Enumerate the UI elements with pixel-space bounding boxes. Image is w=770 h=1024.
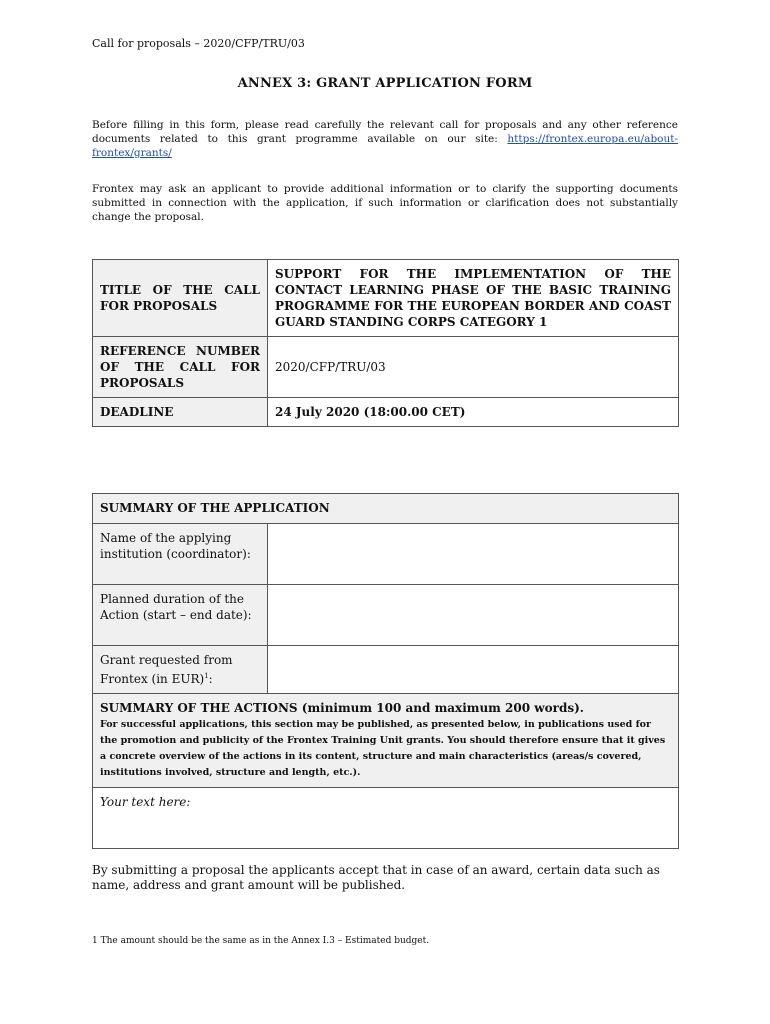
intro-paragraph [92,118,678,160]
document-header: Call for proposals – 2020/CFP/TRU/03 [92,37,305,50]
footnote-mark: 1 [204,672,209,680]
reference-number-value: 2020/CFP/TRU/03 [268,337,679,398]
institution-label: Name of the applying institution (coordinator): [93,524,268,585]
call-title-value: SUPPORT FOR THE IMPLEMENTATION OF THE CONTACT LEARNING PHASE OF THE BASIC TRAINING PROGRAMME FOR THE EUROPEAN BORDER AND COAST GUARD STANDING CORPS CATEGORY 1 [268,260,679,337]
grants-link[interactable]: https://frontex.europa.eu/about-frontex/grants/ [92,133,679,159]
clarification-paragraph: Frontex may ask an applicant to provide additional information or to clarify the supporting documents submitted in connection with the application, if such information or clarification does not substantially change the proposal. [92,183,678,223]
form-title: ANNEX 3: GRANT APPLICATION FORM [237,76,533,91]
table-row [93,788,679,849]
duration-label: Planned duration of the Action (start – end date): [93,585,268,646]
application-summary-table [92,493,679,849]
table-row [93,524,679,585]
call-info-table [92,259,679,427]
reference-number-label: REFERENCE NUMBER OF THE CALL FOR PROPOSALS [93,337,268,398]
summary-heading: SUMMARY OF THE APPLICATION [93,494,679,524]
grant-label-text: Grant requested from Frontex (in EUR) [100,653,233,686]
deadline-value: 24 July 2020 (18:00.00 CET) [268,398,679,427]
actions-summary-section [93,694,679,788]
table-row [93,585,679,646]
grant-requested-field[interactable] [268,646,679,694]
table-row [93,694,679,788]
institution-field[interactable] [268,524,679,585]
actions-summary-title: SUMMARY OF THE ACTIONS (minimum 100 and maximum 200 words). [100,701,584,715]
table-row [93,646,679,694]
table-row [93,494,679,524]
table-row [93,337,679,398]
grant-label-suffix: : [208,672,213,686]
duration-field[interactable] [268,585,679,646]
grant-requested-label [93,646,268,694]
publication-notice: By submitting a proposal the applicants accept that in case of an award, certain data such as name, address and grant amount will be published. [92,863,660,892]
call-title-label: TITLE OF THE CALL FOR PROPOSALS [93,260,268,337]
actions-text-field[interactable]: Your text here: [93,788,679,849]
footnote: 1 The amount should be the same as in the Annex I.3 – Estimated budget. [92,936,430,946]
table-row [93,260,679,337]
table-row [93,398,679,427]
intro-text: Before filling in this form, please read carefully the relevant call for proposals and any other reference documents related to this grant programme available on our site: [92,119,678,145]
actions-summary-instructions: For successful applications, this section may be published, as presented below, in publications used for the promotion and publicity of the Frontex Training Unit grants. You should therefore ensure that it gives a concrete overview of the actions in its content, structure and main characteristics (areas/s covered, institutions involved, structure and length, etc.). [100,719,666,778]
deadline-label: DEADLINE [93,398,268,427]
